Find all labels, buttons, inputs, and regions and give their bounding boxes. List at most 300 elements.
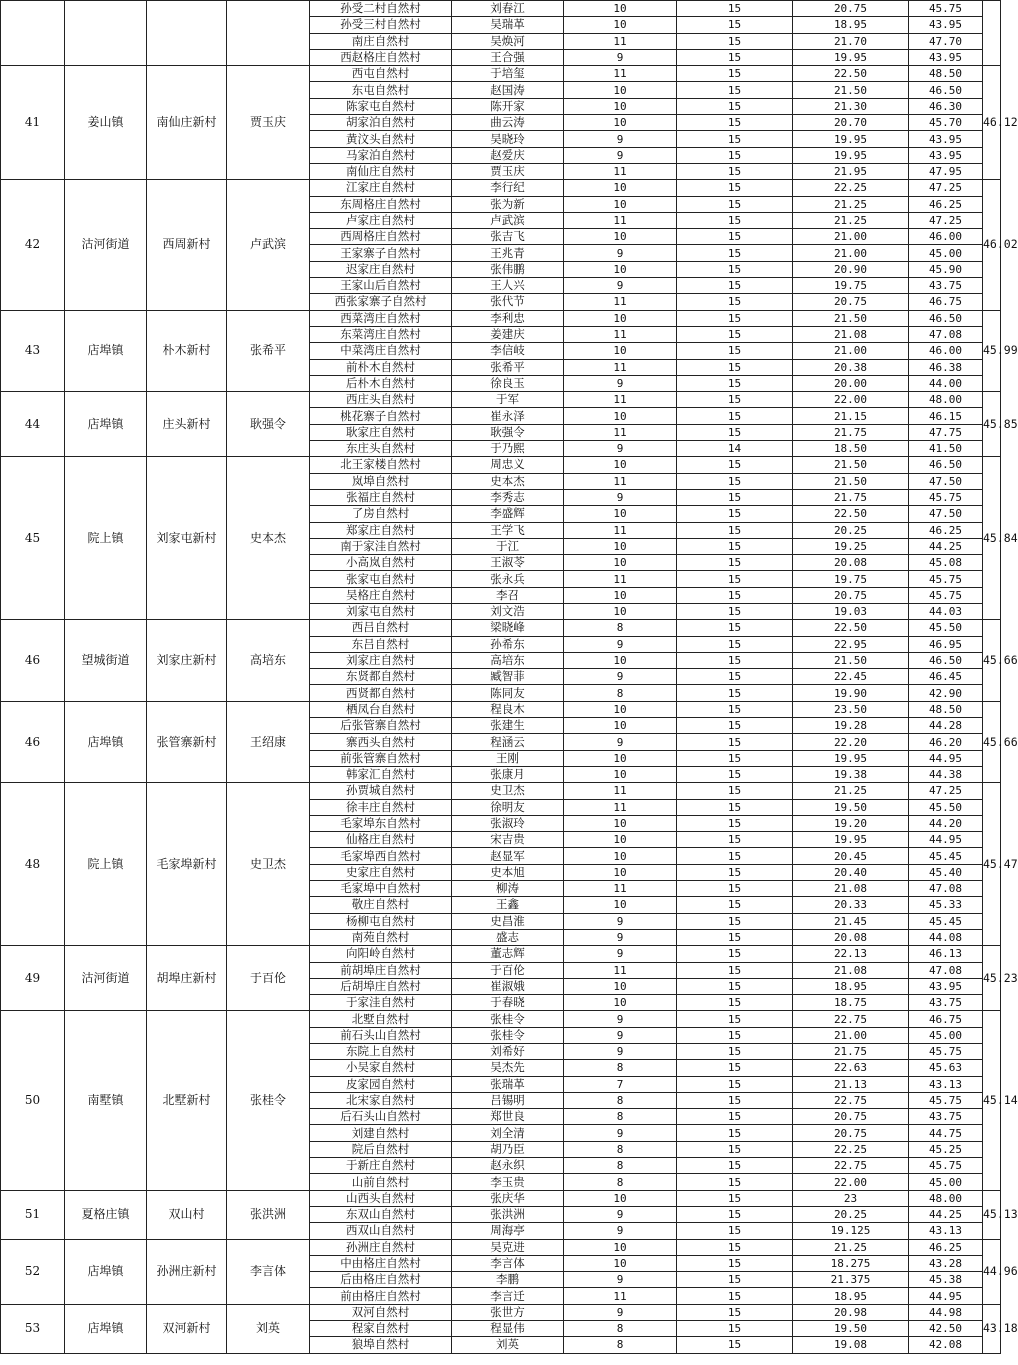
natural-village-cell: 桃花寨子自然村 — [310, 408, 452, 424]
score-a-cell: 11 — [564, 66, 677, 82]
score-b-cell: 15 — [677, 1174, 793, 1190]
score-c-cell: 21.00 — [793, 229, 909, 245]
natural-village-cell: 孙受二村自然村 — [310, 1, 452, 17]
score-a-cell: 11 — [564, 571, 677, 587]
natural-village-cell: 孙受三村自然村 — [310, 17, 452, 33]
average-score-cell: 44.96 — [983, 1239, 1001, 1304]
natural-village-cell: 于新庄自然村 — [310, 1158, 452, 1174]
natural-village-cell: 了房自然村 — [310, 506, 452, 522]
score-a-cell: 10 — [564, 603, 677, 619]
average-score-cell: 45.85 — [983, 392, 1001, 457]
natural-village-cell: 小高岚自然村 — [310, 555, 452, 571]
score-a-cell: 11 — [564, 1288, 677, 1304]
score-a-cell: 10 — [564, 82, 677, 98]
score-c-cell: 19.95 — [793, 750, 909, 766]
total-cell: 42.08 — [909, 1337, 983, 1353]
total-cell: 43.95 — [909, 49, 983, 65]
town-cell: 夏格庄镇 — [65, 1190, 147, 1239]
total-cell: 46.50 — [909, 457, 983, 473]
natural-village-cell: 王家山后自然村 — [310, 278, 452, 294]
score-c-cell: 19.75 — [793, 278, 909, 294]
secretary-cell: 刘英 — [227, 1304, 310, 1353]
score-a-cell: 8 — [564, 1158, 677, 1174]
score-a-cell: 11 — [564, 392, 677, 408]
total-cell: 47.50 — [909, 473, 983, 489]
new-village-cell: 南仙庄新村 — [147, 66, 227, 180]
total-cell: 45.70 — [909, 115, 983, 131]
town-cell: 院上镇 — [65, 457, 147, 620]
total-cell: 43.28 — [909, 1255, 983, 1271]
score-a-cell: 10 — [564, 506, 677, 522]
leader-cell: 耿强令 — [452, 424, 564, 440]
score-b-cell: 15 — [677, 766, 793, 782]
score-c-cell: 22.25 — [793, 1141, 909, 1157]
new-village-cell — [147, 1, 227, 66]
score-c-cell: 21.08 — [793, 962, 909, 978]
total-cell: 47.50 — [909, 506, 983, 522]
natural-village-cell: 北王家楼自然村 — [310, 457, 452, 473]
score-a-cell: 8 — [564, 1321, 677, 1337]
score-c-cell: 22.25 — [793, 180, 909, 196]
score-b-cell: 15 — [677, 815, 793, 831]
score-a-cell: 11 — [564, 212, 677, 228]
leader-cell: 王鑫 — [452, 897, 564, 913]
score-b-cell: 15 — [677, 1272, 793, 1288]
score-a-cell: 8 — [564, 685, 677, 701]
score-b-cell: 15 — [677, 1011, 793, 1027]
total-cell: 46.50 — [909, 652, 983, 668]
score-c-cell: 20.38 — [793, 359, 909, 375]
leader-cell: 张伟鹏 — [452, 261, 564, 277]
leader-cell: 王刚 — [452, 750, 564, 766]
secretary-cell: 史本杰 — [227, 457, 310, 620]
leader-cell: 于百伦 — [452, 962, 564, 978]
score-b-cell: 15 — [677, 424, 793, 440]
total-cell: 43.95 — [909, 978, 983, 994]
natural-village-cell: 前张管寨自然村 — [310, 750, 452, 766]
natural-village-cell: 后朴木自然村 — [310, 375, 452, 391]
table-row — [1, 1190, 1001, 1206]
total-cell: 41.50 — [909, 441, 983, 457]
total-cell: 45.00 — [909, 1027, 983, 1043]
score-b-cell: 15 — [677, 636, 793, 652]
leader-cell: 史卫杰 — [452, 783, 564, 799]
score-a-cell: 10 — [564, 115, 677, 131]
score-c-cell: 19.25 — [793, 538, 909, 554]
score-b-cell: 15 — [677, 392, 793, 408]
score-b-cell: 15 — [677, 620, 793, 636]
score-c-cell: 21.08 — [793, 326, 909, 342]
natural-village-cell: 江家庄自然村 — [310, 180, 452, 196]
leader-cell: 于乃熙 — [452, 441, 564, 457]
score-c-cell: 22.75 — [793, 1158, 909, 1174]
score-b-cell: 15 — [677, 66, 793, 82]
table-row — [1, 392, 1001, 408]
leader-cell: 张桂令 — [452, 1011, 564, 1027]
score-a-cell: 8 — [564, 1060, 677, 1076]
score-c-cell: 22.20 — [793, 734, 909, 750]
score-b-cell: 15 — [677, 359, 793, 375]
leader-cell: 陈开家 — [452, 98, 564, 114]
score-a-cell: 9 — [564, 1304, 677, 1320]
score-b-cell: 15 — [677, 1092, 793, 1108]
score-a-cell: 10 — [564, 1255, 677, 1271]
natural-village-cell: 郑家庄自然村 — [310, 522, 452, 538]
total-cell: 44.20 — [909, 815, 983, 831]
score-c-cell: 19.95 — [793, 131, 909, 147]
table-row — [1, 310, 1001, 326]
leader-cell: 张代节 — [452, 294, 564, 310]
leader-cell: 王人兴 — [452, 278, 564, 294]
natural-village-cell: 南仙庄自然村 — [310, 163, 452, 179]
score-a-cell: 11 — [564, 326, 677, 342]
leader-cell: 张康月 — [452, 766, 564, 782]
score-b-cell: 15 — [677, 734, 793, 750]
score-b-cell: 15 — [677, 848, 793, 864]
total-cell: 45.00 — [909, 245, 983, 261]
score-a-cell: 8 — [564, 1174, 677, 1190]
score-a-cell: 10 — [564, 718, 677, 734]
leader-cell: 吕锡明 — [452, 1092, 564, 1108]
town-cell: 南墅镇 — [65, 1011, 147, 1190]
natural-village-cell: 耿家庄自然村 — [310, 424, 452, 440]
total-cell: 43.95 — [909, 17, 983, 33]
score-a-cell: 11 — [564, 163, 677, 179]
leader-cell: 刘文浩 — [452, 603, 564, 619]
new-village-cell: 双河新村 — [147, 1304, 227, 1353]
natural-village-cell: 岚埠自然村 — [310, 473, 452, 489]
average-score-cell: 45.14 — [983, 1011, 1001, 1190]
table-row — [1, 946, 1001, 962]
score-a-cell: 10 — [564, 229, 677, 245]
town-cell — [65, 1, 147, 66]
score-b-cell: 15 — [677, 978, 793, 994]
score-b-cell: 15 — [677, 538, 793, 554]
natural-village-cell: 小吴家自然村 — [310, 1060, 452, 1076]
score-c-cell: 20.90 — [793, 261, 909, 277]
score-a-cell: 10 — [564, 995, 677, 1011]
score-a-cell: 9 — [564, 1044, 677, 1060]
score-a-cell: 9 — [564, 636, 677, 652]
natural-village-cell: 前石头山自然村 — [310, 1027, 452, 1043]
natural-village-cell: 西双山自然村 — [310, 1223, 452, 1239]
total-cell: 43.95 — [909, 131, 983, 147]
score-c-cell: 21.50 — [793, 473, 909, 489]
score-a-cell: 10 — [564, 180, 677, 196]
score-b-cell: 15 — [677, 49, 793, 65]
score-a-cell: 11 — [564, 522, 677, 538]
leader-cell: 刘全清 — [452, 1125, 564, 1141]
total-cell: 45.90 — [909, 261, 983, 277]
score-a-cell: 9 — [564, 278, 677, 294]
rank-cell — [1, 1, 65, 66]
leader-cell: 张永兵 — [452, 571, 564, 587]
leader-cell: 史本杰 — [452, 473, 564, 489]
score-a-cell: 11 — [564, 424, 677, 440]
score-a-cell: 9 — [564, 929, 677, 945]
score-b-cell: 15 — [677, 1255, 793, 1271]
total-cell: 47.25 — [909, 180, 983, 196]
score-a-cell: 10 — [564, 98, 677, 114]
score-c-cell: 21.25 — [793, 783, 909, 799]
score-c-cell: 21.25 — [793, 212, 909, 228]
total-cell: 42.90 — [909, 685, 983, 701]
leader-cell: 徐明友 — [452, 799, 564, 815]
score-b-cell: 15 — [677, 245, 793, 261]
score-a-cell: 8 — [564, 1141, 677, 1157]
natural-village-cell: 后石头山自然村 — [310, 1109, 452, 1125]
leader-cell: 吴焕河 — [452, 33, 564, 49]
total-cell: 46.95 — [909, 636, 983, 652]
total-cell: 45.75 — [909, 1, 983, 17]
natural-village-cell: 马家泊自然村 — [310, 147, 452, 163]
town-cell: 店埠镇 — [65, 1239, 147, 1304]
score-b-cell: 15 — [677, 1076, 793, 1092]
score-b-cell: 15 — [677, 17, 793, 33]
leader-cell: 柳涛 — [452, 881, 564, 897]
leader-cell: 吴杰先 — [452, 1060, 564, 1076]
table-row — [1, 1011, 1001, 1027]
score-a-cell: 10 — [564, 587, 677, 603]
leader-cell: 崔淑娥 — [452, 978, 564, 994]
leader-cell: 王兆青 — [452, 245, 564, 261]
natural-village-cell: 孙洲庄自然村 — [310, 1239, 452, 1255]
score-c-cell: 18.275 — [793, 1255, 909, 1271]
total-cell: 46.75 — [909, 294, 983, 310]
leader-cell: 臧智菲 — [452, 669, 564, 685]
score-a-cell: 10 — [564, 815, 677, 831]
score-c-cell: 21.50 — [793, 457, 909, 473]
score-b-cell: 15 — [677, 1044, 793, 1060]
secretary-cell: 张洪洲 — [227, 1190, 310, 1239]
natural-village-cell: 黄汶头自然村 — [310, 131, 452, 147]
score-c-cell: 22.45 — [793, 669, 909, 685]
score-c-cell: 21.50 — [793, 82, 909, 98]
leader-cell: 李秀志 — [452, 489, 564, 505]
score-b-cell: 15 — [677, 913, 793, 929]
natural-village-cell: 后胡埠庄自然村 — [310, 978, 452, 994]
score-b-cell: 15 — [677, 1304, 793, 1320]
leader-cell: 张庆华 — [452, 1190, 564, 1206]
natural-village-cell: 东双山自然村 — [310, 1206, 452, 1222]
score-c-cell: 19.95 — [793, 49, 909, 65]
total-cell: 45.75 — [909, 571, 983, 587]
town-cell: 店埠镇 — [65, 1304, 147, 1353]
score-c-cell: 18.95 — [793, 1288, 909, 1304]
score-b-cell: 15 — [677, 1288, 793, 1304]
rank-cell: 45 — [1, 457, 65, 620]
score-c-cell: 21.00 — [793, 245, 909, 261]
total-cell: 44.38 — [909, 766, 983, 782]
score-a-cell: 10 — [564, 261, 677, 277]
score-b-cell: 15 — [677, 473, 793, 489]
score-b-cell: 15 — [677, 962, 793, 978]
score-c-cell: 22.75 — [793, 1011, 909, 1027]
leader-cell: 李行纪 — [452, 180, 564, 196]
total-cell: 46.15 — [909, 408, 983, 424]
total-cell: 44.98 — [909, 1304, 983, 1320]
leader-cell: 李利忠 — [452, 310, 564, 326]
natural-village-cell: 仙格庄自然村 — [310, 832, 452, 848]
score-a-cell: 9 — [564, 375, 677, 391]
score-b-cell: 15 — [677, 115, 793, 131]
score-a-cell: 10 — [564, 343, 677, 359]
score-a-cell: 10 — [564, 1190, 677, 1206]
total-cell: 46.75 — [909, 1011, 983, 1027]
leader-cell: 徐良玉 — [452, 375, 564, 391]
natural-village-cell: 刘家庄自然村 — [310, 652, 452, 668]
leader-cell: 梁晓峰 — [452, 620, 564, 636]
score-c-cell: 20.75 — [793, 1125, 909, 1141]
natural-village-cell: 吴格庄自然村 — [310, 587, 452, 603]
natural-village-cell: 杨柳屯自然村 — [310, 913, 452, 929]
total-cell: 46.50 — [909, 310, 983, 326]
natural-village-cell: 前由格庄自然村 — [310, 1288, 452, 1304]
total-cell: 44.95 — [909, 832, 983, 848]
score-b-cell: 15 — [677, 163, 793, 179]
score-a-cell: 8 — [564, 1109, 677, 1125]
score-b-cell: 15 — [677, 82, 793, 98]
leader-cell: 于军 — [452, 392, 564, 408]
natural-village-cell: 皮家园自然村 — [310, 1076, 452, 1092]
natural-village-cell: 前朴木自然村 — [310, 359, 452, 375]
new-village-cell: 胡埠庄新村 — [147, 946, 227, 1011]
score-b-cell: 15 — [677, 343, 793, 359]
score-c-cell: 19.50 — [793, 799, 909, 815]
score-a-cell: 10 — [564, 701, 677, 717]
secretary-cell: 史卫杰 — [227, 783, 310, 946]
leader-cell: 于培玺 — [452, 66, 564, 82]
natural-village-cell: 西张家寨子自然村 — [310, 294, 452, 310]
leader-cell: 吴克进 — [452, 1239, 564, 1255]
score-b-cell: 15 — [677, 1206, 793, 1222]
score-a-cell: 8 — [564, 620, 677, 636]
natural-village-cell: 西贤都自然村 — [310, 685, 452, 701]
total-cell: 44.03 — [909, 603, 983, 619]
average-score-cell: 45.13 — [983, 1190, 1001, 1239]
leader-cell: 姜建庆 — [452, 326, 564, 342]
new-village-cell: 北墅新村 — [147, 1011, 227, 1190]
total-cell: 45.63 — [909, 1060, 983, 1076]
score-b-cell: 15 — [677, 1223, 793, 1239]
natural-village-cell: 院后自然村 — [310, 1141, 452, 1157]
natural-village-cell: 孙贾城自然村 — [310, 783, 452, 799]
score-c-cell: 22.00 — [793, 392, 909, 408]
score-a-cell: 9 — [564, 913, 677, 929]
total-cell: 45.75 — [909, 489, 983, 505]
total-cell: 48.50 — [909, 701, 983, 717]
score-a-cell: 10 — [564, 652, 677, 668]
score-a-cell: 11 — [564, 799, 677, 815]
total-cell: 46.30 — [909, 98, 983, 114]
score-c-cell: 23.50 — [793, 701, 909, 717]
natural-village-cell: 西菜湾庄自然村 — [310, 310, 452, 326]
score-b-cell: 15 — [677, 1337, 793, 1353]
total-cell: 46.45 — [909, 669, 983, 685]
natural-village-cell: 迟家庄自然村 — [310, 261, 452, 277]
score-c-cell: 21.25 — [793, 196, 909, 212]
score-b-cell: 15 — [677, 408, 793, 424]
natural-village-cell: 刘建自然村 — [310, 1125, 452, 1141]
total-cell: 44.00 — [909, 375, 983, 391]
natural-village-cell: 北宋家自然村 — [310, 1092, 452, 1108]
score-c-cell: 20.08 — [793, 555, 909, 571]
leader-cell: 张希平 — [452, 359, 564, 375]
town-cell: 沽河街道 — [65, 946, 147, 1011]
natural-village-cell: 东周格庄自然村 — [310, 196, 452, 212]
leader-cell: 高培东 — [452, 652, 564, 668]
score-c-cell: 20.40 — [793, 864, 909, 880]
score-c-cell: 21.30 — [793, 98, 909, 114]
score-a-cell: 11 — [564, 962, 677, 978]
score-a-cell: 10 — [564, 457, 677, 473]
score-a-cell: 11 — [564, 33, 677, 49]
total-cell: 46.25 — [909, 196, 983, 212]
rank-cell: 51 — [1, 1190, 65, 1239]
score-a-cell: 9 — [564, 1272, 677, 1288]
score-b-cell: 15 — [677, 603, 793, 619]
score-a-cell: 10 — [564, 897, 677, 913]
leader-cell: 李盛辉 — [452, 506, 564, 522]
score-c-cell: 21.50 — [793, 652, 909, 668]
total-cell: 42.50 — [909, 1321, 983, 1337]
average-score-cell: 46.12 — [983, 66, 1001, 180]
total-cell: 46.00 — [909, 229, 983, 245]
score-c-cell: 19.28 — [793, 718, 909, 734]
score-b-cell: 15 — [677, 1, 793, 17]
natural-village-cell: 西吕自然村 — [310, 620, 452, 636]
total-cell: 46.50 — [909, 82, 983, 98]
total-cell: 46.00 — [909, 343, 983, 359]
total-cell: 45.75 — [909, 587, 983, 603]
score-c-cell: 21.08 — [793, 881, 909, 897]
score-a-cell: 9 — [564, 1011, 677, 1027]
total-cell: 46.25 — [909, 1239, 983, 1255]
score-c-cell: 20.75 — [793, 1, 909, 17]
natural-village-cell: 狼埠自然村 — [310, 1337, 452, 1353]
score-b-cell: 15 — [677, 326, 793, 342]
leader-cell: 贾玉庆 — [452, 163, 564, 179]
natural-village-cell: 北墅自然村 — [310, 1011, 452, 1027]
score-c-cell: 18.95 — [793, 978, 909, 994]
score-b-cell: 15 — [677, 701, 793, 717]
score-b-cell: 15 — [677, 33, 793, 49]
new-village-cell: 孙洲庄新村 — [147, 1239, 227, 1304]
score-b-cell: 15 — [677, 864, 793, 880]
leader-cell: 张淑玲 — [452, 815, 564, 831]
score-c-cell: 20.98 — [793, 1304, 909, 1320]
secretary-cell: 张希平 — [227, 310, 310, 391]
rank-cell: 46 — [1, 701, 65, 782]
score-b-cell: 15 — [677, 718, 793, 734]
secretary-cell: 卢武滨 — [227, 180, 310, 310]
score-b-cell: 15 — [677, 278, 793, 294]
leader-cell: 李信岐 — [452, 343, 564, 359]
leader-cell: 李言体 — [452, 1255, 564, 1271]
score-a-cell: 9 — [564, 131, 677, 147]
score-c-cell: 19.50 — [793, 1321, 909, 1337]
score-b-cell: 15 — [677, 1109, 793, 1125]
score-b-cell: 15 — [677, 571, 793, 587]
leader-cell: 赵永织 — [452, 1158, 564, 1174]
table-row — [1, 457, 1001, 473]
score-c-cell: 20.75 — [793, 1109, 909, 1125]
total-cell: 43.13 — [909, 1076, 983, 1092]
score-c-cell: 19.03 — [793, 603, 909, 619]
score-c-cell: 20.00 — [793, 375, 909, 391]
natural-village-cell: 后由格庄自然村 — [310, 1272, 452, 1288]
natural-village-cell: 中由格庄自然村 — [310, 1255, 452, 1271]
